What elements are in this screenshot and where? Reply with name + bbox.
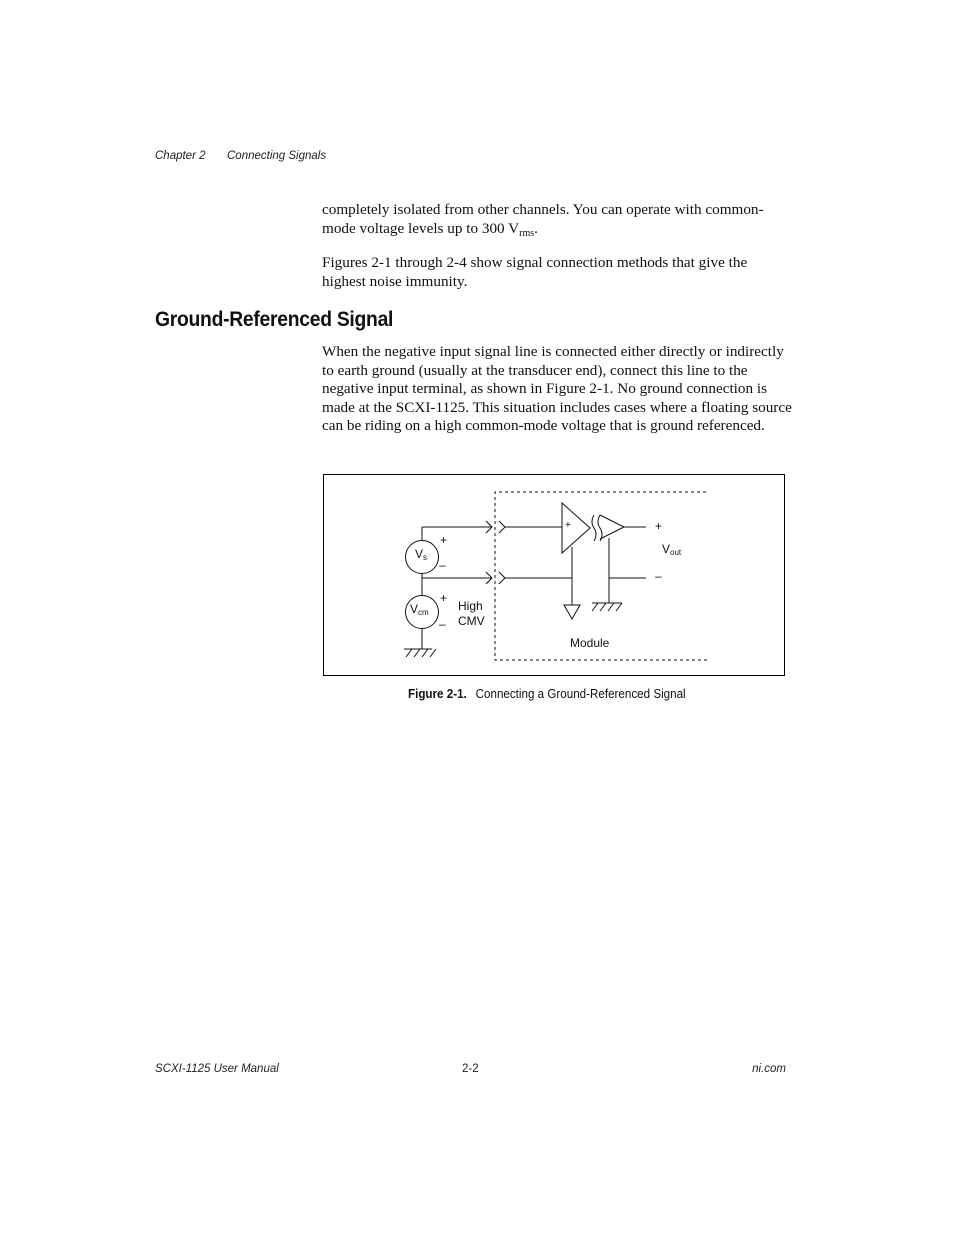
figure-diagram [323,474,785,676]
paragraph-text: completely isolated from other channels. You can operate with common-mode voltage levels up to 300 V [322,201,764,237]
vs-minus-label: – [439,558,446,572]
vs-plus-label: + [440,533,448,547]
module-boundary [495,492,707,660]
module-label: Module [570,636,610,650]
paragraph-ground-referenced: When the negative input signal line is connected either directly or indirectly to earth ground (usually at the transducer end), connect this line to the negative input terminal, as shown in Figure 2-1. No ground connection is made at the SCXI-1125. This situation includes cases where a floating source can be riding on a high common-mode voltage that is ground referenced. [322,343,792,435]
running-header [155,150,327,162]
vs-label: $V_s$ [415,547,428,562]
subscript-rms: rms [519,227,535,239]
paragraph-end: . [534,219,538,237]
footer-page-number: 2-2 [462,1063,479,1075]
ground-hatch-left [406,649,436,657]
isolation-barrier-a [592,515,596,541]
paragraph-figures: Figures 2-1 through 2-4 show signal connection methods that give the highest noise immunity. [322,254,748,290]
section-label: Connecting Signals [227,150,327,162]
high-label: High [458,599,483,613]
vcm-label: $V_{cm}$ [410,602,429,617]
figure-caption [408,687,686,701]
section-heading: Ground-Referenced Signal [155,308,394,331]
caption-text: Connecting a Ground-Referenced Signal [475,687,686,701]
caption-number: Figure 2-1. [408,687,467,701]
amp-plus-label: + [565,520,571,531]
module-ground-symbol [564,605,580,619]
circuit-diagram [324,475,786,677]
chapter-label: Chapter 2 [155,150,206,162]
vcm-minus-label: – [439,617,446,631]
vout-label: $V_{out}$ [662,542,682,557]
output-minus-label: – [655,569,662,583]
cmv-label: CMV [458,614,485,628]
isolation-amp-output [600,515,624,539]
footer-manual: SCXI-1125 User Manual [155,1063,279,1075]
vcm-plus-label: + [440,591,448,605]
footer-site: ni.com [752,1063,786,1075]
paragraph-isolation [322,201,792,238]
ground-hatch-right [592,603,622,611]
output-plus-label: + [655,519,663,533]
isolation-barrier-b [598,515,602,541]
